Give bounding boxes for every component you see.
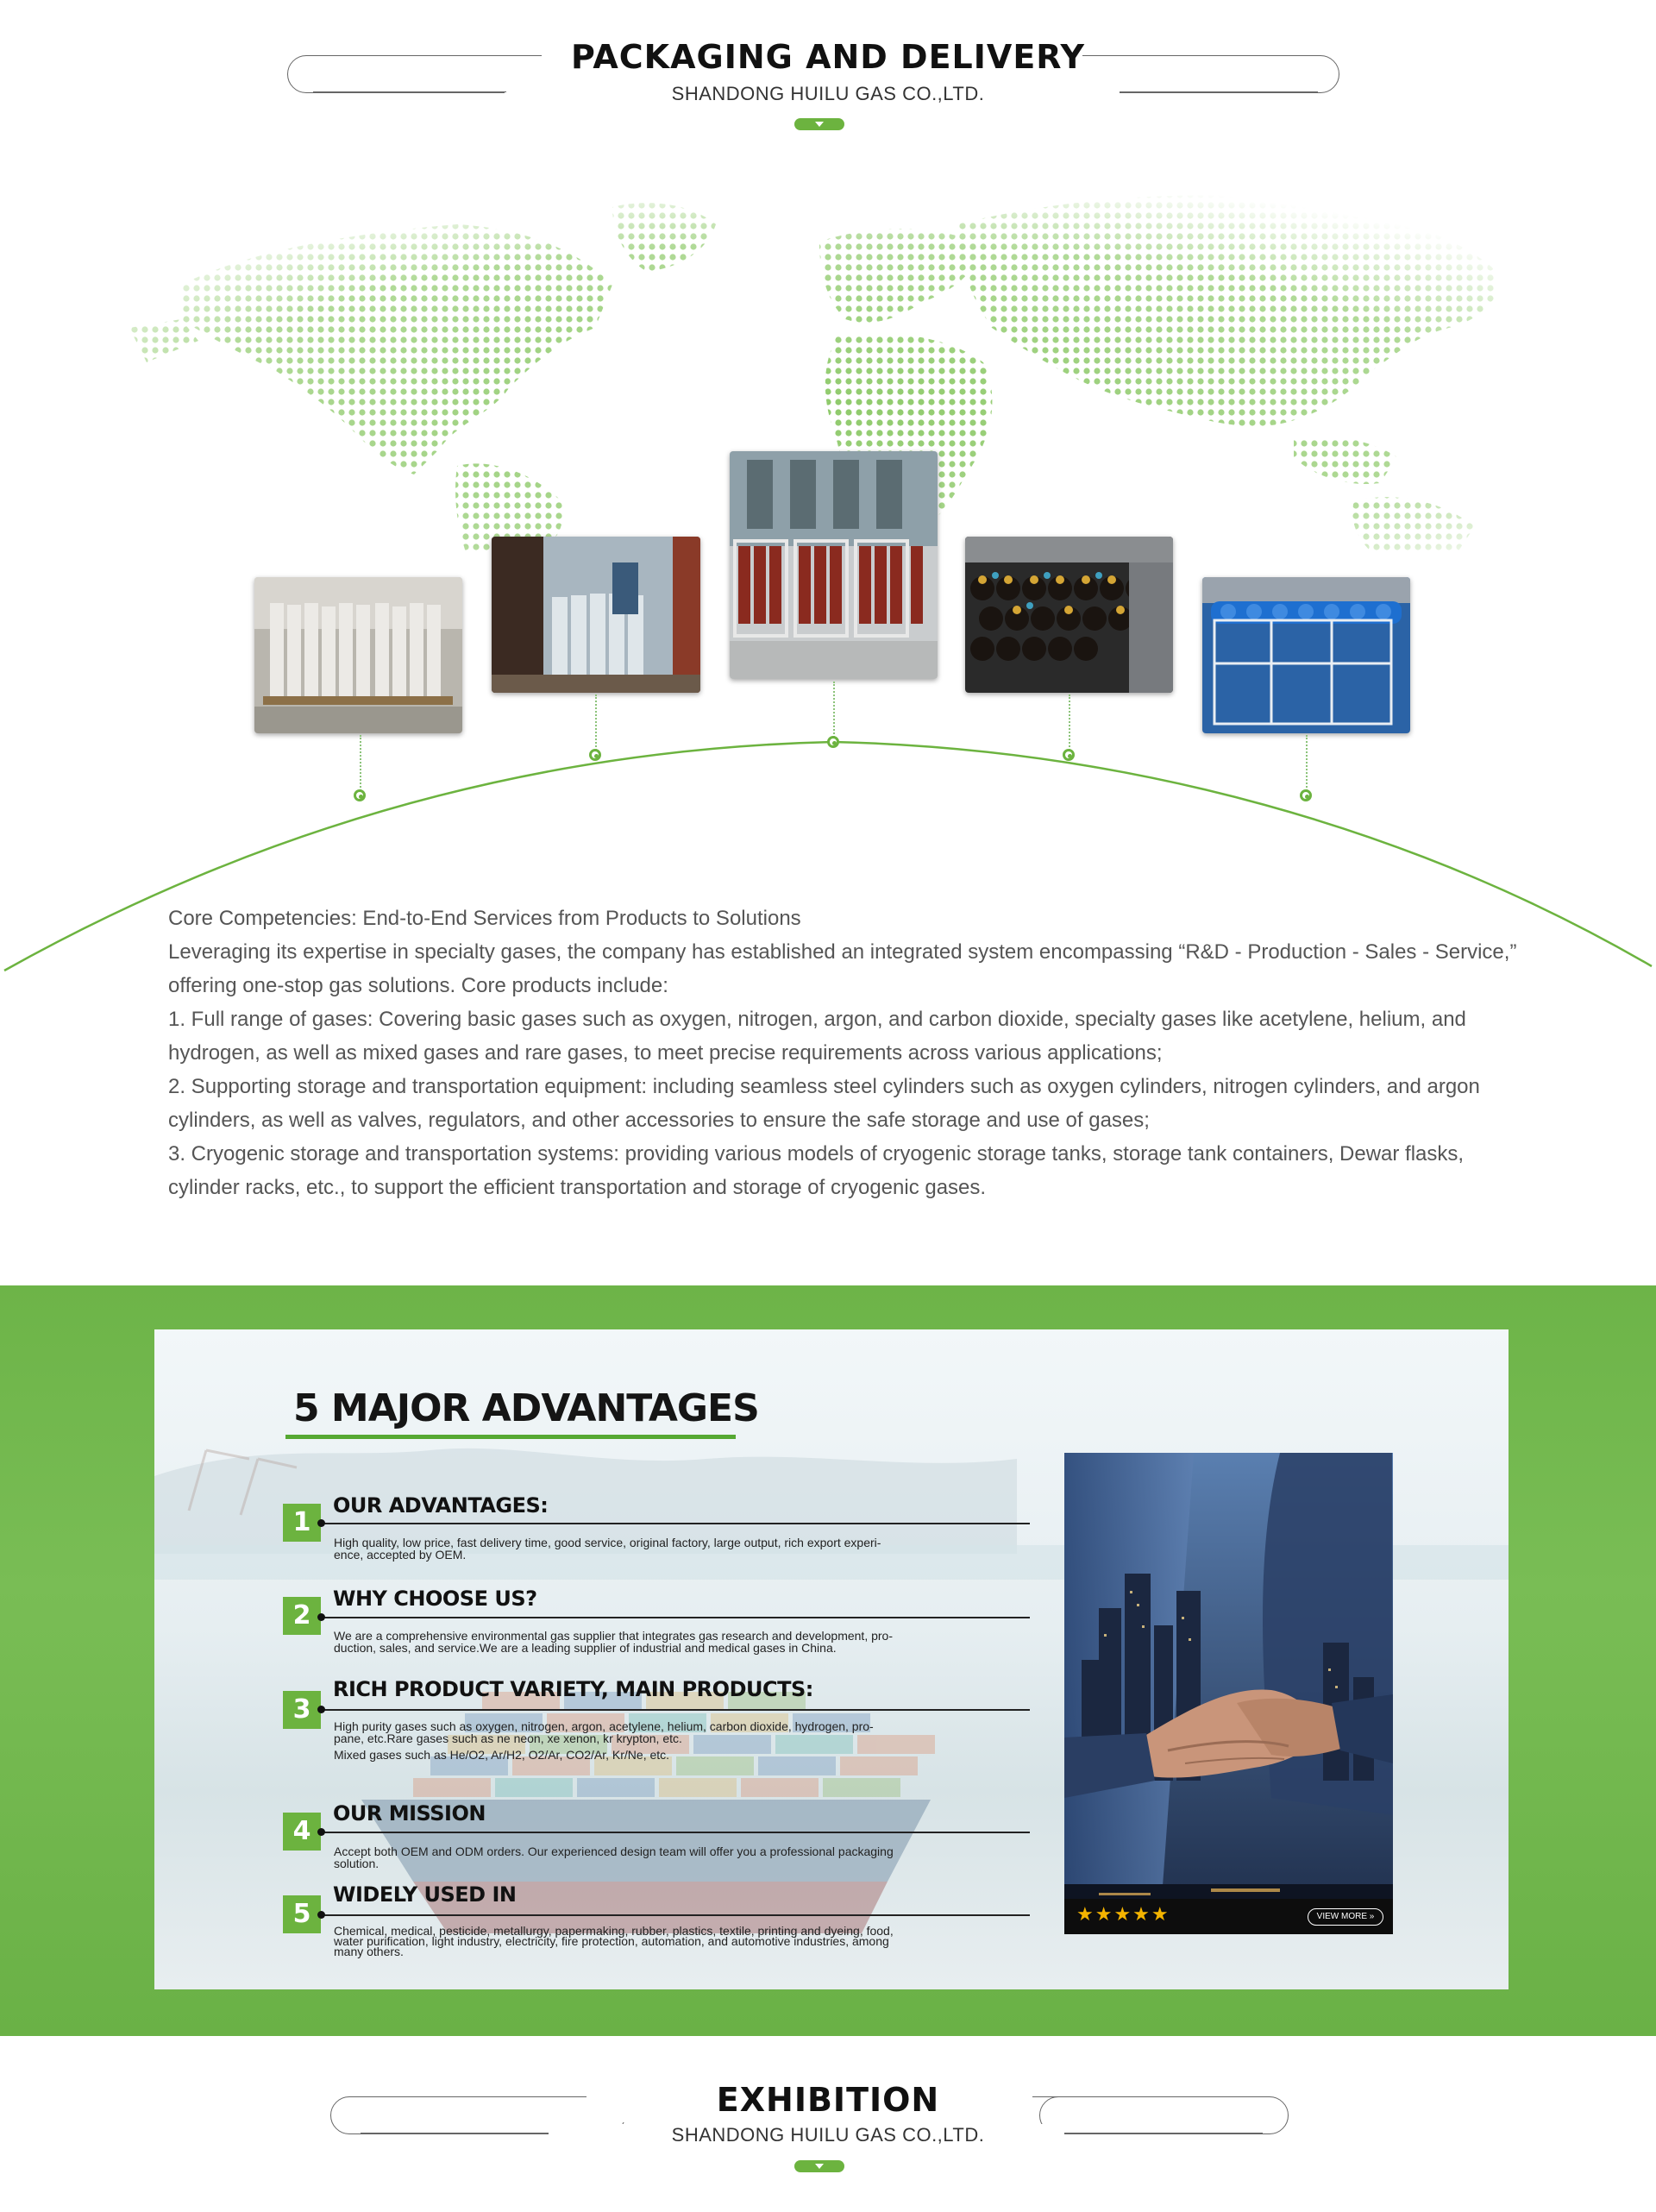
exhibition-scroll-down-button[interactable] — [794, 2160, 844, 2172]
advantage-text-2: We are a comprehensive environmental gas supplier that integrates gas research and development, pro- duction, sales, and service.We are a leading supplier of industrial and medical gases in China. — [334, 1629, 893, 1655]
advantage-text-5: Chemical, medical, pesticide, metallurgy, papermaking, rubber, plastics, textile, printing and dyeing, food, water purification, light industry, electricity, fire protection, automation, and automotive industries, among many others. — [334, 1924, 894, 1958]
blue-cylinders-photo — [1202, 577, 1410, 733]
advantage-heading-4: OUR MISSION — [333, 1801, 486, 1826]
advantage-text-4: Accept both OEM and ODM orders. Our experienced design team will offer you a professional packaging solution. — [334, 1844, 894, 1870]
packaging-title: PACKAGING AND DELIVERY — [571, 38, 1085, 76]
core-point-2: 2. Supporting storage and transportation equipment: including seamless steel cylinders such as oxygen cylinders, nitrogen cylinders, and argon cylinders, as well as valves, regulators, and other accessories to ensure the safe storage and use of gases; — [168, 1075, 1480, 1132]
advantage-heading-5: WIDELY USED IN — [333, 1882, 517, 1907]
timeline-node-3 — [827, 736, 839, 748]
advantage-number-4: 4 — [283, 1813, 321, 1851]
core-point-3: 3. Cryogenic storage and transportation systems: providing various models of cryogenic storage tanks, storage tank containers, Dewar flasks, cylinder racks, etc., to support the efficient transportation and storage of cryogenic gases. — [168, 1142, 1465, 1199]
red-cylinder-racks-photo — [730, 451, 938, 679]
black-cylinders-photo — [965, 537, 1173, 693]
advantage-heading-2: WHY CHOOSE US? — [333, 1587, 537, 1611]
timeline-node-2 — [589, 749, 601, 761]
core-intro: Leveraging its expertise in specialty gases, the company has established an integrated system encompassing “R&D - Production - Sales - Service,” offering one-stop gas solutions. Core products include: — [168, 940, 1517, 997]
advantages-title: 5 MAJOR ADVANTAGES — [293, 1386, 759, 1430]
core-point-1: 1. Full range of gases: Covering basic gases such as oxygen, nitrogen, argon, and carbon dioxide, specialty gases like acetylene, helium, and hydrogen, as well as mixed gases and rare gases, to meet precise requirements across various applications; — [168, 1008, 1466, 1065]
packaging-subtitle: SHANDONG HUILU GAS CO.,LTD. — [671, 83, 985, 104]
advantage-text-3: High purity gases such as oxygen, nitrogen, argon, acetylene, helium, carbon dioxide, hydrogen, pro- pane, etc.Rare gases such as ne neon, xe xenon, kr krypton, etc. Mixed gases such as He/O2, Ar/H2, O2/Ar, CO2/Ar, Kr/Ne, etc. — [334, 1719, 874, 1762]
container-loading-photo — [492, 537, 700, 693]
advantage-number-5: 5 — [283, 1895, 321, 1933]
rating-stars: ★★★★★ — [1076, 1904, 1170, 1926]
timeline-node-4 — [1063, 749, 1075, 761]
advantage-heading-1: OUR ADVANTAGES: — [333, 1493, 549, 1518]
view-more-button[interactable]: VIEW MORE » — [1308, 1908, 1383, 1926]
core-heading: Core Competencies: End-to-End Services from Products to Solutions — [168, 907, 801, 930]
packaging-section-header — [0, 0, 1656, 138]
core-competencies-text — [168, 902, 1522, 1204]
exhibition-title: EXHIBITION — [716, 2081, 940, 2119]
white-cylinders-photo — [254, 577, 462, 733]
timeline-node-5 — [1300, 789, 1312, 801]
exhibition-subtitle: SHANDONG HUILU GAS CO.,LTD. — [671, 2124, 985, 2146]
scroll-down-button[interactable] — [794, 118, 844, 130]
advantage-heading-3: RICH PRODUCT VARIETY, MAIN PRODUCTS: — [333, 1677, 813, 1701]
exhibition-section-header — [0, 2071, 1656, 2209]
handshake-photo — [1064, 1453, 1393, 1934]
advantage-number-3: 3 — [283, 1691, 321, 1729]
advantage-number-1: 1 — [283, 1504, 321, 1542]
timeline-node-1 — [354, 789, 366, 801]
advantage-number-2: 2 — [283, 1597, 321, 1635]
advantages-title-underline — [285, 1435, 736, 1439]
advantage-text-1: High quality, low price, fast delivery time, good service, original factory, large output, rich export experi- ence, accepted by OEM. — [334, 1536, 881, 1562]
